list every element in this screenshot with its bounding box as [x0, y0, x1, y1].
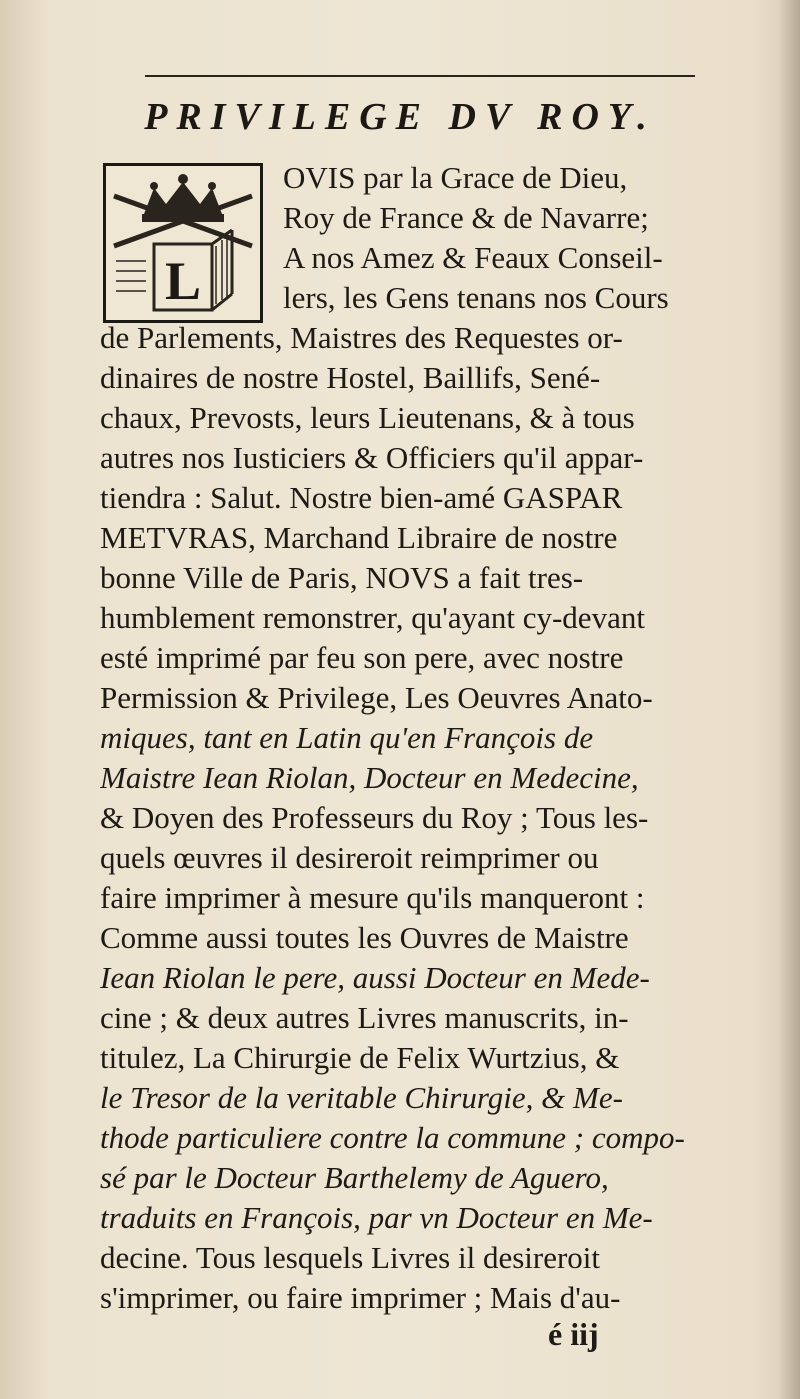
text-line: tiendra : Salut. Nostre bien-amé GASPAR [100, 480, 623, 515]
signature-mark: é iij [548, 1316, 599, 1352]
text-line: METVRAS, Marchand Libraire de nostre [100, 520, 618, 555]
text-line: sé par le Docteur Barthelemy de Aguero, [100, 1160, 609, 1195]
text-line: dinaires de nostre Hostel, Baillifs, Sené- [100, 360, 601, 395]
text-line: bonne Ville de Paris, NOVS a fait tres- [100, 560, 584, 595]
text-line: Roy de France & de Navarre; [283, 200, 649, 235]
text-line: chaux, Prevosts, leurs Lieutenans, & à tous [100, 400, 635, 435]
text-line: A nos Amez & Feaux Conseil- [283, 240, 663, 275]
text-line: traduits en François, par vn Docteur en Me- [100, 1200, 653, 1235]
text-line: & Doyen des Professeurs du Roy ; Tous les- [100, 800, 649, 835]
text-line: cine ; & deux autres Livres manuscrits, in- [100, 1000, 629, 1035]
text-line: titulez, La Chirurgie de Felix Wurtzius, & [100, 1040, 620, 1075]
text-line: OVIS par la Grace de Dieu, [283, 160, 628, 195]
text-line: de Parlements, Maistres des Requestes or- [100, 320, 623, 355]
svg-text:L: L [164, 251, 202, 311]
text-line: quels œuvres il desireroit reimprimer ou [100, 840, 599, 875]
text-line: Maistre Iean Riolan, Docteur en Medecine, [100, 760, 639, 795]
header-rule [145, 75, 695, 77]
text-line: s'imprimer, ou faire imprimer ; Mais d'au- [100, 1280, 621, 1315]
text-line: thode particuliere contre la commune ; compo- [100, 1120, 685, 1155]
page-title: PRIVILEGE DV ROY. [144, 96, 656, 138]
text-line: faire imprimer à mesure qu'ils manqueront : [100, 880, 645, 915]
text-line: humblement remonstrer, qu'ayant cy-devant [100, 600, 645, 635]
text-line: miques, tant en Latin qu'en François de [100, 720, 594, 755]
text-line: esté imprimé par feu son pere, avec nostre [100, 640, 624, 675]
privilege-text [100, 158, 768, 1318]
text-line: Permission & Privilege, Les Oeuvres Anato- [100, 680, 653, 715]
text-line: autres nos Iusticiers & Officiers qu'il appar- [100, 440, 644, 475]
text-line: le Tresor de la veritable Chirurgie, & Me- [100, 1080, 623, 1115]
page-edge-shadow [778, 0, 800, 1399]
text-line: decine. Tous lesquels Livres il desireroit [100, 1240, 601, 1275]
text-line: Comme aussi toutes les Ouvres de Maistre [100, 920, 629, 955]
text-line: lers, les Gens tenans nos Cours [283, 280, 669, 315]
text-line: Iean Riolan le pere, aussi Docteur en Mede- [100, 960, 650, 995]
